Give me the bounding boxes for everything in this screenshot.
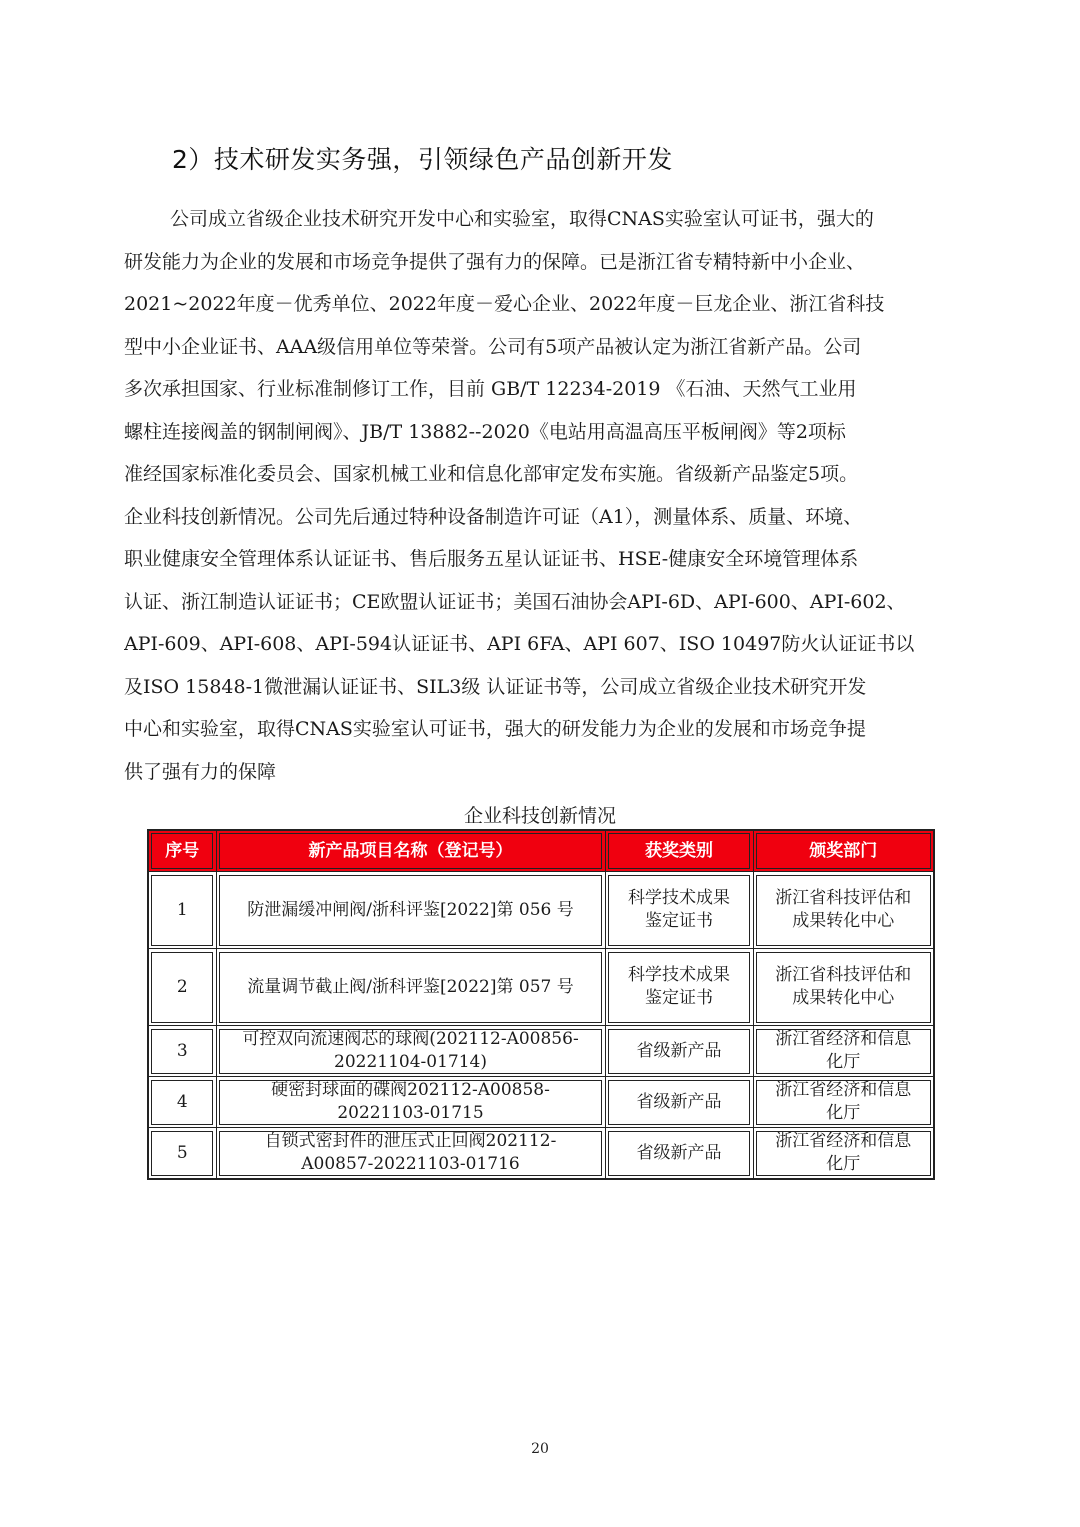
- cell-line: 科学技术成果: [628, 888, 730, 908]
- header-cell-category: 获奖类别: [605, 830, 753, 872]
- cell-line: 鉴定证书: [645, 911, 713, 931]
- cell-no: 2: [148, 949, 216, 1026]
- cell-dept: [753, 1128, 934, 1180]
- cell-category: [605, 1026, 753, 1077]
- cell-line: 20221103-01715: [337, 1103, 484, 1123]
- body-line: 供了强有力的保障: [124, 760, 277, 783]
- body-line: 职业健康安全管理体系认证证书、售后服务五星认证证书、HSE-健康安全环境管理体系: [124, 548, 859, 570]
- cell-line: 可控双向流速阀芯的球阀(202112-A00856-: [242, 1029, 579, 1049]
- cell-line: 防泄漏缓冲闸阀/浙科评鉴[2022]第 056 号: [247, 899, 574, 920]
- body-line: API-609、API-608、API-594认证证书、API 6FA、API 607、ISO 10497防火认证证书以: [124, 633, 915, 655]
- cell-no: 5: [148, 1128, 216, 1180]
- body-line: 准经国家标准化委员会、国家机械工业和信息化部审定发布实施。省级新产品鉴定5项。: [124, 463, 859, 485]
- cell-line: 省级新产品: [636, 1142, 722, 1163]
- cell-line: 硬密封球面的碟阀202112-A00858-: [271, 1080, 550, 1100]
- table-row: [148, 949, 934, 1026]
- header-cell-name: 新产品项目名称（登记号）: [216, 830, 605, 872]
- section-heading: 2）技术研发实务强，引领绿色产品创新开发: [172, 145, 673, 174]
- cell-no: 4: [148, 1077, 216, 1128]
- cell-line: 浙江省经济和信息: [775, 1029, 912, 1049]
- body-line: 中心和实验室，取得CNAS实验室认可证书，强大的研发能力为企业的发展和市场竞争提: [124, 718, 866, 740]
- table-caption: 企业科技创新情况: [463, 805, 616, 827]
- cell-line: 成果转化中心: [792, 911, 895, 931]
- cell-category: [605, 1128, 753, 1180]
- cell-dept: [753, 1077, 934, 1128]
- table-row: [148, 1128, 934, 1180]
- cell-dept: [753, 1026, 934, 1077]
- cell-dept: [753, 949, 934, 1026]
- table-row: [148, 1026, 934, 1077]
- body-line: 及ISO 15848-1微泄漏认证证书、SIL3级 认证证书等，公司成立省级企业技术研究开发: [124, 675, 867, 698]
- cell-category: [605, 872, 753, 949]
- page-number: 20: [531, 1441, 549, 1457]
- body-paragraph: [124, 198, 956, 793]
- cell-line: 浙江省科技评估和: [775, 888, 912, 908]
- cell-line: 省级新产品: [636, 1040, 722, 1061]
- body-line: 型中小企业证书、AAA级信用单位等荣誉。公司有5项产品被认定为浙江省新产品。公司: [124, 335, 862, 358]
- body-line: 螺柱连接阀盖的钢制闸阀》、JB/T 13882--2020《电站用高温高压平板闸阀》等2项标: [124, 420, 846, 443]
- cell-line: 20221104-01714): [334, 1052, 487, 1072]
- cell-line: 鉴定证书: [645, 988, 713, 1008]
- cell-line: 科学技术成果: [628, 965, 730, 985]
- cell-name: [216, 949, 605, 1026]
- table-header-row: [148, 830, 934, 872]
- table-row: [148, 872, 934, 949]
- body-line: 2021~2022年度－优秀单位、2022年度－爱心企业、2022年度－巨龙企业、浙江省科技: [124, 293, 885, 315]
- cell-line: 化厅: [826, 1154, 861, 1174]
- cell-line: 省级新产品: [636, 1091, 722, 1112]
- cell-line: 浙江省经济和信息: [775, 1131, 912, 1151]
- cell-line: 化厅: [826, 1052, 861, 1072]
- cell-line: A00857-20221103-01716: [301, 1154, 520, 1174]
- cell-name: [216, 1026, 605, 1077]
- cell-no: 1: [148, 872, 216, 949]
- cell-no: 3: [148, 1026, 216, 1077]
- cell-category: [605, 1077, 753, 1128]
- header-cell-dept: 颁奖部门: [753, 830, 934, 872]
- cell-line: 浙江省经济和信息: [775, 1080, 912, 1100]
- body-line: 公司成立省级企业技术研究开发中心和实验室，取得CNAS实验室认可证书，强大的: [170, 208, 874, 230]
- cell-line: 浙江省科技评估和: [775, 965, 912, 985]
- cell-category: [605, 949, 753, 1026]
- body-line: 多次承担国家、行业标准制修订工作，目前 GB/T 12234-2019 《石油、天然气工业用: [124, 378, 857, 400]
- table-row: [148, 1077, 934, 1128]
- body-line: 企业科技创新情况。公司先后通过特种设备制造许可证（A1），测量体系、质量、环境、: [124, 505, 863, 528]
- cell-line: 成果转化中心: [792, 988, 895, 1008]
- cell-name: [216, 872, 605, 949]
- cell-name: [216, 1077, 605, 1128]
- cell-line: 流量调节截止阀/浙科评鉴[2022]第 057 号: [247, 976, 574, 997]
- innovation-table: [147, 829, 935, 1180]
- cell-line: 化厅: [826, 1103, 861, 1123]
- cell-name: [216, 1128, 605, 1180]
- body-line: 认证、浙江制造认证证书；CE欧盟认证证书；美国石油协会API-6D、API-600、API-602、: [124, 590, 906, 613]
- cell-line: 自锁式密封件的泄压式止回阀202112-: [264, 1131, 557, 1151]
- body-line: 研发能力为企业的发展和市场竞争提供了强有力的保障。已是浙江省专精特新中小企业、: [124, 250, 866, 273]
- cell-dept: [753, 872, 934, 949]
- header-cell-no: 序号: [148, 830, 216, 872]
